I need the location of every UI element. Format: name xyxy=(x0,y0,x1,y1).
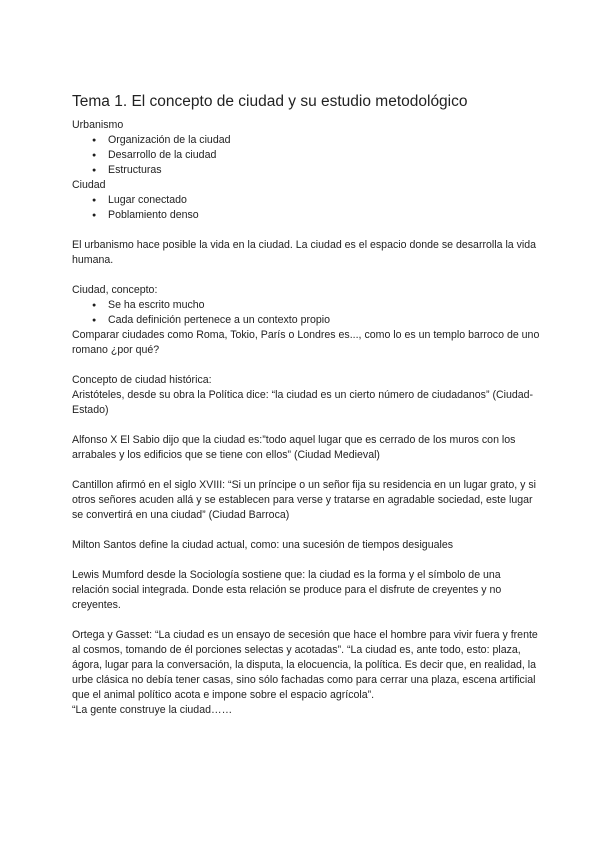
concepto-list xyxy=(72,298,540,328)
paragraph-milton: Milton Santos define la ciudad actual, como: una sucesión de tiempos desiguales xyxy=(72,539,454,551)
list-item: ● Se ha escrito mucho xyxy=(92,298,540,313)
historica-heading: Concepto de ciudad histórica: xyxy=(72,374,212,386)
urbanismo-list xyxy=(72,133,540,178)
paragraph-cantillon: Cantillon afirmó en el siglo XVIII: “Si un príncipe o un señor fija su residencia en un lugar grato, y si otros señores acuden allá y se establecen para verse y tratarse en agradable sociedad, este lugar se convertirá en una ciudad” (Ciudad Barroca) xyxy=(72,479,537,521)
paragraph-aristoteles: Aristóteles, desde su obra la Política dice: “la ciudad es un cierto número de ciudadanos” (Ciudad-Estado) xyxy=(72,389,534,416)
ciudad-heading: Ciudad xyxy=(72,179,106,191)
paragraph-gente: “La gente construye la ciudad…… xyxy=(72,704,233,716)
list-item: ● Estructuras xyxy=(92,163,540,178)
paragraph-urbanismo: El urbanismo hace posible la vida en la ciudad. La ciudad es el espacio donde se desarrolla la vida humana. xyxy=(72,239,537,266)
paragraph-mumford: Lewis Mumford desde la Sociología sostiene que: la ciudad es la forma y el símbolo de una relación social integrada. Donde esta relación se produce para el disfrute de creyentes y no creyentes. xyxy=(72,569,502,611)
list-item: ● Cada definición pertenece a un contexto propio xyxy=(92,313,540,328)
concepto-heading: Ciudad, concepto: xyxy=(72,284,158,296)
paragraph-ortega: Ortega y Gasset: “La ciudad es un ensayo de secesión que hace el hombre para vivir fuera y frente al cosmos, tomando de él porciones selectas y acotadas”. “La ciudad es, ante todo, esto: plaza, ágora, lugar para la conversación, la disputa, la elocuencia, la política. Es decir que, en realidad, la urbe clásica no debía tener casas, sino sólo fachadas como para cerrar una plaza, escena artificial que el animal político acota e impone sobre el espacio agrícola”. xyxy=(72,629,538,701)
list-item: ● Organización de la ciudad xyxy=(92,133,540,148)
ciudad-list xyxy=(72,193,540,223)
list-item: ● Lugar conectado xyxy=(92,193,540,208)
paragraph-comparar: Comparar ciudades como Roma, Tokio, París o Londres es..., como lo es un templo barroco de uno romano ¿por qué? xyxy=(72,329,540,356)
urbanismo-heading: Urbanismo xyxy=(72,119,124,131)
document-body xyxy=(72,92,540,718)
list-item: ● Desarrollo de la ciudad xyxy=(92,148,540,163)
page-title: Tema 1. El concepto de ciudad y su estudio metodológico xyxy=(72,93,468,110)
list-item: ● Poblamiento denso xyxy=(92,208,540,223)
paragraph-alfonso: Alfonso X El Sabio dijo que la ciudad es:”todo aquel lugar que es cerrado de los muros con los arrabales y los edificios que se tiene con ellos” (Ciudad Medieval) xyxy=(72,434,516,461)
